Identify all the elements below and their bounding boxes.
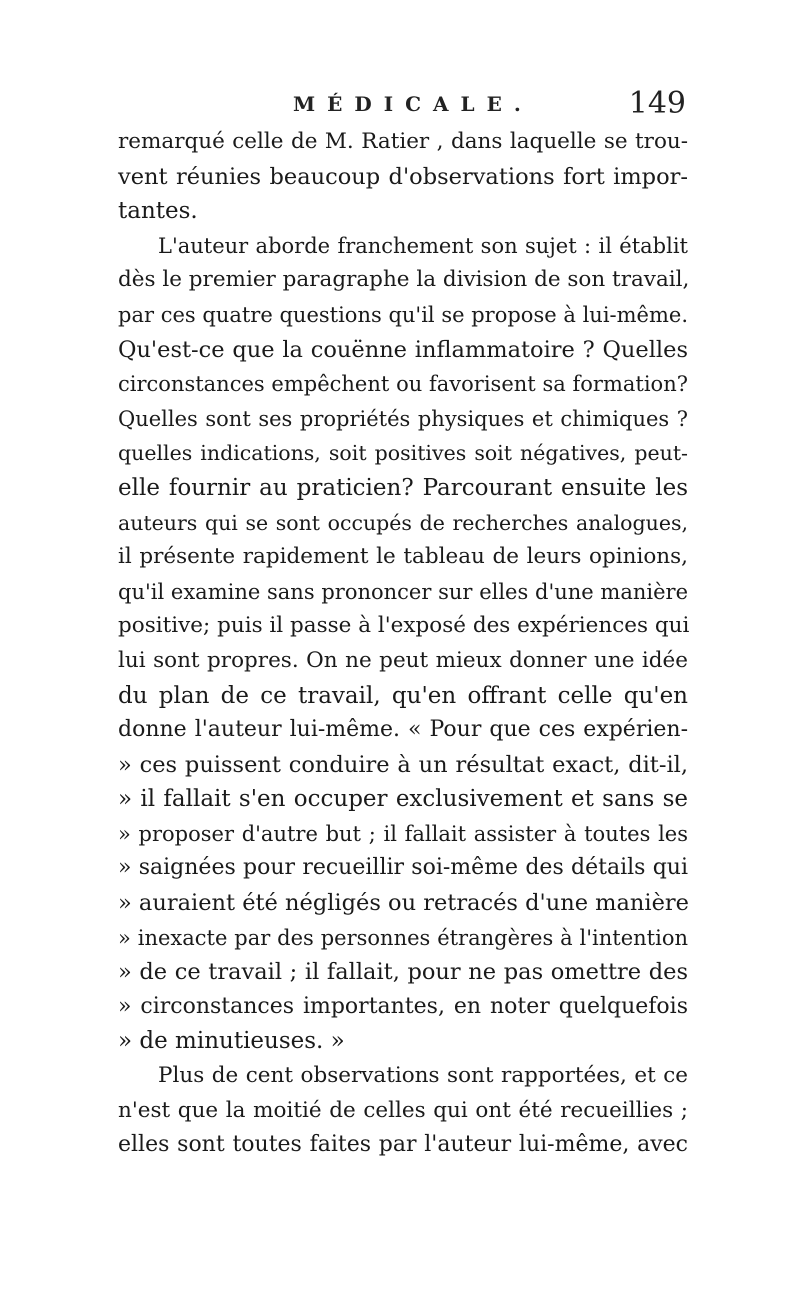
text-line: il présente rapidement le tableau de leurs opinions, — [118, 544, 688, 570]
text-line: dès le premier paragraphe la division de son travail, — [118, 267, 690, 293]
text-line: tantes. — [118, 198, 198, 225]
text-line: auteurs qui se sont occupés de recherches analogues, — [118, 510, 688, 535]
text-line: vent réunies beaucoup d'observations fort impor- — [118, 163, 688, 190]
text-line: » de ce travail ; il fallait, pour ne pas omettre des — [118, 959, 688, 986]
text-line: » il fallait s'en occuper exclusivement et sans se — [118, 786, 688, 813]
text-line: L'auteur aborde franchement son sujet : il établit — [158, 233, 688, 258]
text-line: » ces puissent conduire à un résultat exact, dit-il, — [118, 751, 688, 778]
text-line: » circonstances importantes, en noter quelquefois — [118, 993, 688, 1019]
text-line: par ces quatre questions qu'il se propose à lui-même. — [118, 302, 688, 327]
text-line: circonstances empêchent ou favorisent sa formation? — [118, 372, 688, 397]
text-line: positive; puis il passe à l'exposé des expériences qui — [118, 613, 690, 639]
text-line: » saignées pour recueillir soi-même des détails qui — [118, 855, 688, 881]
text-line: elle fournir au praticien? Parcourant ensuite les — [118, 474, 688, 501]
page-number: 149 — [628, 86, 686, 121]
text-line: » proposer d'autre but ; il fallait assister à toutes les — [118, 821, 688, 846]
text-line: elles sont toutes faites par l'auteur lui-même, avec — [118, 1132, 688, 1158]
text-line: » de minutieuses. » — [118, 1028, 345, 1055]
text-line: » inexacte par des personnes étrangères à l'intention — [118, 925, 688, 950]
text-line: Quelles sont ses propriétés physiques et chimiques ? — [118, 406, 688, 431]
text-line: donne l'auteur lui-même. « Pour que ces expérien- — [118, 717, 688, 743]
text-line: quelles indications, soit positives soit négatives, peut- — [118, 441, 688, 466]
text-line: » auraient été négligés ou retracés d'une manière — [118, 890, 689, 917]
text-line: n'est que la moitié de celles qui ont été recueillies ; — [118, 1097, 688, 1123]
text-line: du plan de ce travail, qu'en offrant celle qu'en — [118, 682, 688, 709]
text-line: Plus de cent observations sont rapportées, et ce — [158, 1063, 688, 1089]
page-header — [118, 86, 686, 124]
body-text — [118, 125, 688, 1163]
running-title: MÉDICALE. — [293, 92, 533, 116]
text-line: remarqué celle de M. Ratier , dans laquelle se trou- — [118, 129, 688, 154]
text-line: lui sont propres. On ne peut mieux donner une idée — [118, 647, 688, 673]
text-line: qu'il examine sans prononcer sur elles d'une manière — [118, 579, 688, 604]
text-line: Qu'est-ce que la couënne inflammatoire ? Quelles — [118, 336, 688, 363]
